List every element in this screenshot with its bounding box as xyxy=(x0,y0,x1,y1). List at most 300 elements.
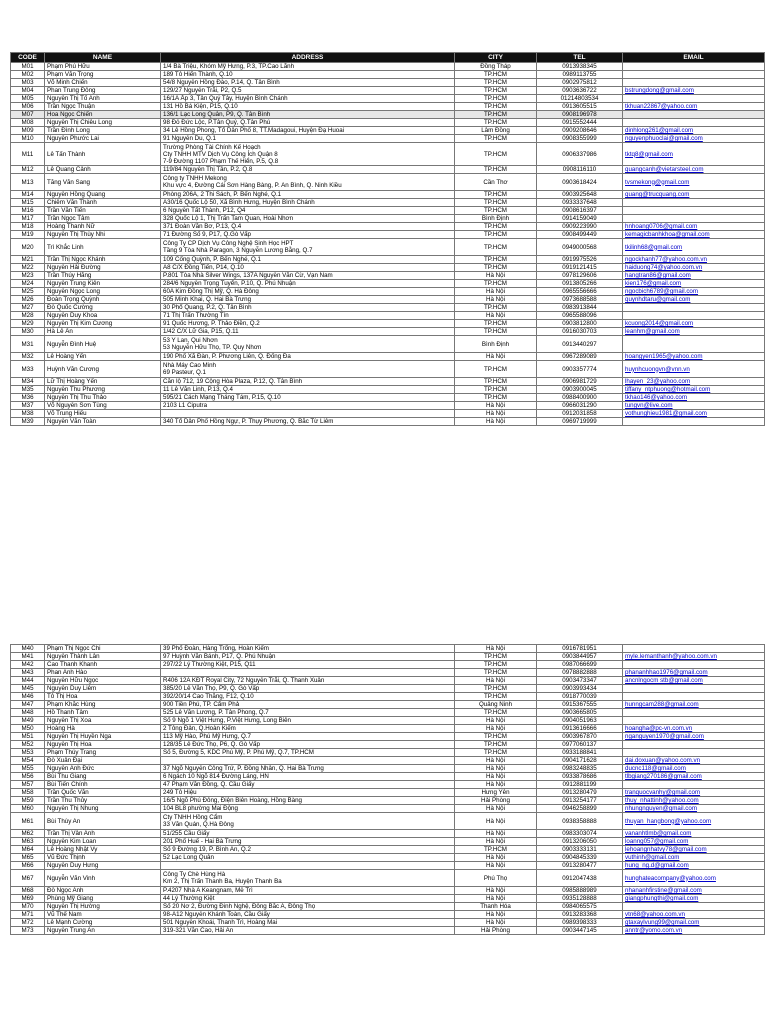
city-cell: TP.HCM xyxy=(455,693,537,701)
email-link[interactable]: quynhdtaru@gmail.com xyxy=(625,296,691,303)
email-cell xyxy=(623,661,765,669)
table-row xyxy=(11,418,765,426)
header-tel: TEL xyxy=(537,53,623,63)
tel-cell: 0913280479 xyxy=(537,789,623,797)
email-link[interactable]: thuy_nhattinh@yahoo.com xyxy=(625,797,699,804)
name-cell: Nguyễn Duy Khoa xyxy=(45,312,161,320)
city-cell: TP.HCM xyxy=(455,231,537,239)
name-cell: Nguyễn Hải Đường xyxy=(45,264,161,272)
address-cell: 51/255 Cầu Giấy xyxy=(161,830,455,838)
city-cell: TP.HCM xyxy=(455,669,537,677)
table-row xyxy=(11,280,765,288)
email-link[interactable]: tkilinh68@gmail.com xyxy=(625,243,683,251)
email-cell xyxy=(623,119,765,127)
name-cell: Nguyễn Văn Toàn xyxy=(45,418,161,426)
code-cell: M36 xyxy=(11,394,45,402)
email-link[interactable]: hoangha@pc-vn.com.vn xyxy=(625,725,693,732)
name-cell: Nguyễn Anh Đức xyxy=(45,765,161,773)
address-cell: 37 Ngõ Nguyễn Công Trứ, P. Đồng Nhân, Q. Hai Bà Trưng xyxy=(161,765,455,773)
email-cell xyxy=(623,207,765,215)
header-name: NAME xyxy=(45,53,161,63)
tel-cell: 0903900045 xyxy=(537,386,623,394)
email-link[interactable]: quang@trucquang.com xyxy=(625,191,690,198)
tel-cell: 0903357774 xyxy=(537,361,623,378)
name-cell: Nguyễn Thị Huyền Nga xyxy=(45,733,161,741)
tel-cell: 0969719999 xyxy=(537,418,623,426)
email-link[interactable]: ngocbich6789@gmail.com xyxy=(625,288,699,295)
name-cell: Phạm Văn Trọng xyxy=(45,71,161,79)
table-row xyxy=(11,911,765,919)
tel-cell: 0913254177 xyxy=(537,797,623,805)
email-cell xyxy=(623,166,765,174)
email-link[interactable]: tungvn@live.com xyxy=(625,402,673,409)
table-row xyxy=(11,797,765,805)
email-cell xyxy=(623,757,765,765)
city-cell: Hà Nội xyxy=(455,805,537,813)
code-cell: M27 xyxy=(11,304,45,312)
email-cell xyxy=(623,693,765,701)
code-cell: M32 xyxy=(11,353,45,361)
tel-cell: 0904845339 xyxy=(537,854,623,862)
email-link[interactable]: vtn68@yahoo.com.vn xyxy=(625,911,685,918)
name-cell: Võ Nguyễn Sơn Tùng xyxy=(45,402,161,410)
tel-cell: 0903636722 xyxy=(537,87,623,95)
table-row xyxy=(11,143,765,166)
address-cell: A8 C/X Đồng Tiến, P14, Q.10 xyxy=(161,264,455,272)
city-cell: TP.HCM xyxy=(455,394,537,402)
city-cell: TP.HCM xyxy=(455,135,537,143)
city-cell: Thanh Hóa xyxy=(455,903,537,911)
email-link[interactable]: nganguyen1970@gmail.com xyxy=(625,733,704,740)
city-cell: TP.HCM xyxy=(455,733,537,741)
email-link[interactable]: tranquocvanhy@gmail.com xyxy=(625,789,701,796)
address-cell: P.4207 Nhà A Keangnam, Mễ Trì xyxy=(161,887,455,895)
email-link[interactable]: tlbgiang270186@gmail.com xyxy=(625,773,702,780)
email-link[interactable]: tvsmekong@gmail.com xyxy=(625,178,690,186)
name-cell: Nguyễn Ngọc Long xyxy=(45,288,161,296)
table-row xyxy=(11,709,765,717)
code-cell: M47 xyxy=(11,701,45,709)
email-link[interactable]: kcuong2014@gmail.com xyxy=(625,320,694,327)
email-cell xyxy=(623,838,765,846)
email-link[interactable]: ngockhanh77@yahoo.com.vn xyxy=(625,256,707,263)
email-cell xyxy=(623,677,765,685)
code-cell: M29 xyxy=(11,320,45,328)
tel-cell: 0949000568 xyxy=(537,239,623,256)
address-cell: 52 Lạc Long Quân xyxy=(161,854,455,862)
email-link[interactable]: vananhtlmb@gmail.com xyxy=(625,830,692,837)
code-cell: M69 xyxy=(11,895,45,903)
table-row xyxy=(11,207,765,215)
name-cell: Nguyễn Văn Vinh xyxy=(45,870,161,887)
table-row xyxy=(11,749,765,757)
tel-cell: 0903844957 xyxy=(537,653,623,661)
code-cell: M46 xyxy=(11,693,45,701)
address-cell: 2103 L1 Ciputra xyxy=(161,402,455,410)
email-cell xyxy=(623,402,765,410)
city-cell: TP.HCM xyxy=(455,119,537,127)
name-cell: Nguyễn Thị Xoa xyxy=(45,717,161,725)
city-cell: TP.HCM xyxy=(455,709,537,717)
email-link[interactable]: nguyenphuoclai@gmail.com xyxy=(625,135,703,142)
code-cell: M06 xyxy=(11,103,45,111)
code-cell: M24 xyxy=(11,280,45,288)
table-row xyxy=(11,677,765,685)
code-cell: M63 xyxy=(11,838,45,846)
table-row xyxy=(11,757,765,765)
name-cell: Trì Khắc Linh xyxy=(45,239,161,256)
address-cell: 190 Phố Xã Đàn, P. Phương Liên, Q. Đống Đa xyxy=(161,353,455,361)
contacts-table-1 xyxy=(10,52,765,426)
table-row xyxy=(11,693,765,701)
name-cell: Võ Minh Chiến xyxy=(45,79,161,87)
email-link[interactable]: gtaxaylvung99@gmail.com xyxy=(625,919,700,926)
table-row xyxy=(11,927,765,935)
name-cell: Trần Thu Thủy xyxy=(45,797,161,805)
email-link[interactable]: thuyan_hangbong@yahoo.com xyxy=(625,817,712,825)
code-cell: M17 xyxy=(11,215,45,223)
city-cell: Bình Định xyxy=(455,215,537,223)
address-cell: 16/5 Ngõ Phú Đông, Điện Biên Hoàng, Hồng Bàng xyxy=(161,797,455,805)
header-code: CODE xyxy=(11,53,45,63)
tel-cell: 0978882888 xyxy=(537,669,623,677)
code-cell: M71 xyxy=(11,911,45,919)
address-cell: Căn lộ 712, 19 Cộng Hòa Plaza, P.12, Q. Tân Bình xyxy=(161,378,455,386)
tel-cell: 0987066699 xyxy=(537,661,623,669)
table-row xyxy=(11,765,765,773)
table-row xyxy=(11,394,765,402)
table-row xyxy=(11,191,765,199)
email-cell xyxy=(623,733,765,741)
email-cell xyxy=(623,199,765,207)
city-cell: TP.HCM xyxy=(455,304,537,312)
tel-cell: 0909223990 xyxy=(537,223,623,231)
address-cell: 371 Đoàn Văn Bơ, P.13, Q.4 xyxy=(161,223,455,231)
code-cell: M44 xyxy=(11,677,45,685)
address-cell: A30/16 Quốc Lộ 50, Xã Bình Hưng, Huyện Bình Chánh xyxy=(161,199,455,207)
email-link[interactable]: vuthinh@gmail.com xyxy=(625,854,680,861)
tel-cell: 0989398333 xyxy=(537,919,623,927)
city-cell: Hà Nội xyxy=(455,895,537,903)
address-cell: Số 5, Đường 5, KDC Phú Mỹ, P. Phú Mỹ, Q.7, TP.HCM xyxy=(161,749,455,757)
code-cell: M25 xyxy=(11,288,45,296)
tel-cell: 0908499449 xyxy=(537,231,623,239)
contacts-table-2 xyxy=(10,644,765,935)
table-row xyxy=(11,127,765,135)
email-cell xyxy=(623,895,765,903)
name-cell: Trần Quốc Văn xyxy=(45,789,161,797)
address-cell: 53 Y Lan, Qui Nhơn 53 Nguyễn Hữu Thọ, TP. Quy Nhơn xyxy=(161,336,455,353)
email-cell xyxy=(623,717,765,725)
name-cell: Tô Thị Hoa xyxy=(45,693,161,701)
email-cell xyxy=(623,645,765,653)
address-cell: 595/21 Cách Mạng Tháng Tám, P.15, Q.10 xyxy=(161,394,455,402)
code-cell: M09 xyxy=(11,127,45,135)
name-cell: Đoàn Trọng Quỳnh xyxy=(45,296,161,304)
code-cell: M45 xyxy=(11,685,45,693)
code-cell: M40 xyxy=(11,645,45,653)
code-cell: M13 xyxy=(11,174,45,191)
name-cell: Nguyễn Thị Nhung xyxy=(45,805,161,813)
city-cell: TP.HCM xyxy=(455,280,537,288)
name-cell: Cao Thanh Khanh xyxy=(45,661,161,669)
code-cell: M60 xyxy=(11,805,45,813)
tel-cell: 0973688588 xyxy=(537,296,623,304)
address-cell: 1/42 C/X Lữ Gia, P15, Q.11 xyxy=(161,328,455,336)
tel-cell: 0908196978 xyxy=(537,111,623,119)
header-email: EMAIL xyxy=(623,53,765,63)
email-link[interactable]: loanng057@gmail.com xyxy=(625,838,689,845)
table-row xyxy=(11,919,765,927)
city-cell: TP.HCM xyxy=(455,79,537,87)
code-cell: M65 xyxy=(11,854,45,862)
code-cell: M64 xyxy=(11,846,45,854)
email-link[interactable]: phananhhao1976@gmail.com xyxy=(625,669,708,676)
name-cell: Nguyễn Thị Hoa xyxy=(45,741,161,749)
city-cell: TP.HCM xyxy=(455,95,537,103)
address-cell: 91 Nguyễn Du, Q.1 xyxy=(161,135,455,143)
email-cell xyxy=(623,288,765,296)
email-link[interactable]: hunngcam288@gmail.com xyxy=(625,701,699,708)
code-cell: M62 xyxy=(11,830,45,838)
table-row xyxy=(11,410,765,418)
code-cell: M67 xyxy=(11,870,45,887)
email-cell xyxy=(623,312,765,320)
email-link[interactable]: hung_ng.d@gmail.com xyxy=(625,862,689,869)
city-cell: Hà Nội xyxy=(455,288,537,296)
code-cell: M33 xyxy=(11,361,45,378)
city-cell: Quảng Ninh xyxy=(455,701,537,709)
email-link[interactable]: kemagicbanhkhoa@gmail.com xyxy=(625,231,710,238)
table-row xyxy=(11,685,765,693)
name-cell: Nguyễn Thành Lân xyxy=(45,653,161,661)
table-row xyxy=(11,199,765,207)
name-cell: Nguyễn Phước Lai xyxy=(45,135,161,143)
tel-cell: 0946258899 xyxy=(537,805,623,813)
table-row xyxy=(11,870,765,887)
city-cell: Hà Nội xyxy=(455,410,537,418)
tel-cell: 0903333131 xyxy=(537,846,623,854)
tel-cell: 0978129606 xyxy=(537,272,623,280)
name-cell: Phạm Khắc Hùng xyxy=(45,701,161,709)
address-cell: 136/1 Lạc Long Quân, P9, Q. Tân Bình xyxy=(161,111,455,119)
tel-cell: 0904171628 xyxy=(537,757,623,765)
tel-cell: 0914159049 xyxy=(537,215,623,223)
address-cell xyxy=(161,757,455,765)
email-link[interactable]: nhungnguyen@gmail.com xyxy=(625,805,697,812)
email-link[interactable]: hunghateacompany@yahoo.com xyxy=(625,874,716,882)
table-row xyxy=(11,854,765,862)
address-cell: 131 Hồ Bá Kiện, P15, Q.10 xyxy=(161,103,455,111)
email-link[interactable]: tiffany_ntphuong@hotmail.com xyxy=(625,386,711,393)
email-cell xyxy=(623,789,765,797)
name-cell: Trần Văn Tiến xyxy=(45,207,161,215)
tel-cell: 0903618424 xyxy=(537,174,623,191)
name-cell: Lê Hoàng Yến xyxy=(45,353,161,361)
email-link[interactable]: quangcanh@vietarsteel.com xyxy=(625,166,704,173)
email-cell xyxy=(623,386,765,394)
city-cell: TP.HCM xyxy=(455,749,537,757)
email-cell xyxy=(623,95,765,103)
email-link[interactable]: hnhoang0706@gmail.com xyxy=(625,223,698,230)
code-cell: M68 xyxy=(11,887,45,895)
address-cell: 505 Minh Khai, Q. Hai Bà Trưng xyxy=(161,296,455,304)
name-cell: Lữ Thị Hoàng Yến xyxy=(45,378,161,386)
name-cell: Nguyễn Hữu Ngọc xyxy=(45,677,161,685)
email-link[interactable]: myle.lemanthanh@yahoo.com.vn xyxy=(625,653,717,660)
tel-cell: 0913283368 xyxy=(537,911,623,919)
tel-cell: 0913440297 xyxy=(537,336,623,353)
email-link[interactable]: bstrungdong@gmail.com xyxy=(625,87,694,94)
code-cell: M50 xyxy=(11,725,45,733)
code-cell: M02 xyxy=(11,71,45,79)
tel-cell: 0903967870 xyxy=(537,733,623,741)
name-cell: Vũ Đức Thịnh xyxy=(45,854,161,862)
address-cell: 6 Nguyễn Tất Thành, P12, Q4 xyxy=(161,207,455,215)
email-cell xyxy=(623,223,765,231)
table-row xyxy=(11,862,765,870)
tel-cell: 0965556666 xyxy=(537,288,623,296)
email-link[interactable]: nhananhfirstine@gmail.com xyxy=(625,887,702,894)
email-link[interactable]: tktq8@gmail.com xyxy=(625,150,673,158)
email-link[interactable]: lehoangnhatvy78@gmail.com xyxy=(625,846,707,853)
city-cell: Lâm Đồng xyxy=(455,127,537,135)
email-cell xyxy=(623,71,765,79)
city-cell: Hà Nội xyxy=(455,418,537,426)
table-row xyxy=(11,830,765,838)
email-link[interactable]: ducnc118@gmail.com xyxy=(625,765,686,772)
email-cell xyxy=(623,231,765,239)
email-link[interactable]: leanhm@gmail.com xyxy=(625,328,680,335)
email-link[interactable]: haiduong74@yahoo.com.vn xyxy=(625,264,703,271)
tel-cell: 0903993434 xyxy=(537,685,623,693)
email-cell xyxy=(623,410,765,418)
city-cell: Hà Nội xyxy=(455,781,537,789)
email-cell xyxy=(623,741,765,749)
name-cell: Nguyễn Thu Phương xyxy=(45,386,161,394)
email-cell xyxy=(623,669,765,677)
city-cell: Hà Nội xyxy=(455,757,537,765)
table-row xyxy=(11,320,765,328)
email-cell xyxy=(623,781,765,789)
address-cell: 11 Lê Văn Linh, P.13, Q.4 xyxy=(161,386,455,394)
tel-cell: 0983303074 xyxy=(537,830,623,838)
address-cell: 128/35 Lê Đức Thọ, P6, Q. Gò Vấp xyxy=(161,741,455,749)
address-cell: R406 12A KĐT Royal City, 72 Nguyễn Trãi, Q. Thanh Xuân xyxy=(161,677,455,685)
city-cell: TP.HCM xyxy=(455,386,537,394)
code-cell: M73 xyxy=(11,927,45,935)
email-cell xyxy=(623,328,765,336)
name-cell: Trần Thị Vân Anh xyxy=(45,830,161,838)
table-row xyxy=(11,741,765,749)
name-cell: Nguyễn Thị Thu Thảo xyxy=(45,394,161,402)
address-cell: 71 Thị Trấn Thường Tín xyxy=(161,312,455,320)
tel-cell: 0913280477 xyxy=(537,862,623,870)
tel-cell: 0916781951 xyxy=(537,645,623,653)
address-cell: 297/22 Lý Thường Kiệt, P15, Q11 xyxy=(161,661,455,669)
email-link[interactable]: hangtran86@gmail.com xyxy=(625,272,691,279)
email-link[interactable]: dinhlong261@gmail.com xyxy=(625,127,694,134)
tel-cell: 0989113755 xyxy=(537,71,623,79)
code-cell: M42 xyxy=(11,661,45,669)
email-link[interactable]: dai.doxuan@yahoo.com.vn xyxy=(625,757,701,764)
email-cell xyxy=(623,215,765,223)
code-cell: M07 xyxy=(11,111,45,119)
city-cell: Hà Nội xyxy=(455,402,537,410)
tel-cell: 0903925648 xyxy=(537,191,623,199)
tel-cell: 0909208646 xyxy=(537,127,623,135)
code-cell: M53 xyxy=(11,749,45,757)
code-cell: M48 xyxy=(11,709,45,717)
tel-cell: 0935128888 xyxy=(537,895,623,903)
address-cell: Số 20 Nơ 2, Đường Đinh Nghệ, Đông Bắc A, Đông Thọ xyxy=(161,903,455,911)
code-cell: M34 xyxy=(11,378,45,386)
tel-cell: 0902975812 xyxy=(537,79,623,87)
email-link[interactable]: vothunghieu1981@gmail.com xyxy=(625,410,707,417)
email-cell xyxy=(623,63,765,71)
code-cell: M20 xyxy=(11,239,45,256)
email-link[interactable]: lhayen_23@yahoo.com xyxy=(625,378,691,385)
code-cell: M57 xyxy=(11,781,45,789)
city-cell: TP.HCM xyxy=(455,191,537,199)
code-cell: M56 xyxy=(11,773,45,781)
address-cell: Công ty TNHH Mekong Khu vực 4, Đường Cái Sơn Hàng Bàng, P. An Bình, Q. Ninh Kiều xyxy=(161,174,455,191)
email-link[interactable]: tkhuan22867@yahoo.com xyxy=(625,103,698,110)
table-row xyxy=(11,701,765,709)
name-cell: Nguyễn Trung Kiên xyxy=(45,280,161,288)
email-link[interactable]: kien176@gmail.com xyxy=(625,280,682,287)
code-cell: M23 xyxy=(11,272,45,280)
email-cell xyxy=(623,239,765,256)
city-cell: Hà Nội xyxy=(455,312,537,320)
email-link[interactable]: ancnlngocm stb@gmail.com xyxy=(625,677,703,684)
code-cell: M04 xyxy=(11,87,45,95)
tel-cell: 0912031858 xyxy=(537,410,623,418)
email-link[interactable]: anntr@yomo.com.vn xyxy=(625,927,683,934)
address-cell: 60A Kim Đồng Thị Mỹ, Q. Hà Đông xyxy=(161,288,455,296)
table-row xyxy=(11,402,765,410)
address-cell: 340 Tổ Dân Phố Hồng Ngự, P. Thụy Phương, Q. Bắc Từ Liêm xyxy=(161,418,455,426)
city-cell: Hà Nội xyxy=(455,862,537,870)
address-cell: 129/27 Nguyễn Trãi, P2, Q.5 xyxy=(161,87,455,95)
city-cell: Hà Nội xyxy=(455,645,537,653)
code-cell: M01 xyxy=(11,63,45,71)
name-cell: Lê Tấn Thành xyxy=(45,143,161,166)
table-row xyxy=(11,733,765,741)
email-link[interactable]: tkhao146@yahoo.com xyxy=(625,394,688,401)
header-row xyxy=(11,53,765,63)
email-link[interactable]: giangphungthi@gmail.com xyxy=(625,895,699,902)
email-cell xyxy=(623,378,765,386)
address-cell: 39 Phố Đoàn, Hàng Trống, Hoàn Kiếm xyxy=(161,645,455,653)
email-cell xyxy=(623,272,765,280)
tel-cell: 0903665805 xyxy=(537,709,623,717)
email-link[interactable]: huynhcuongvn@vnn.vn xyxy=(625,365,690,373)
tel-cell: 0906337986 xyxy=(537,143,623,166)
email-cell xyxy=(623,361,765,378)
email-link[interactable]: hoangyen1965@yahoo.com xyxy=(625,353,703,360)
address-cell: 98 Đỗ Đức Lộc, P.Tân Quý, Q.Tân Phú xyxy=(161,119,455,127)
code-cell: M72 xyxy=(11,919,45,927)
table-row xyxy=(11,353,765,361)
table-row xyxy=(11,223,765,231)
city-cell: TP.HCM xyxy=(455,199,537,207)
name-cell: Trần Thúy Hằng xyxy=(45,272,161,280)
table-row xyxy=(11,296,765,304)
address-cell: 1/4 Bà Triệu, Khóm Mỹ Hưng, P.3, TP.Cao Lãnh xyxy=(161,63,455,71)
city-cell: Hải Phòng xyxy=(455,927,537,935)
code-cell: M38 xyxy=(11,410,45,418)
